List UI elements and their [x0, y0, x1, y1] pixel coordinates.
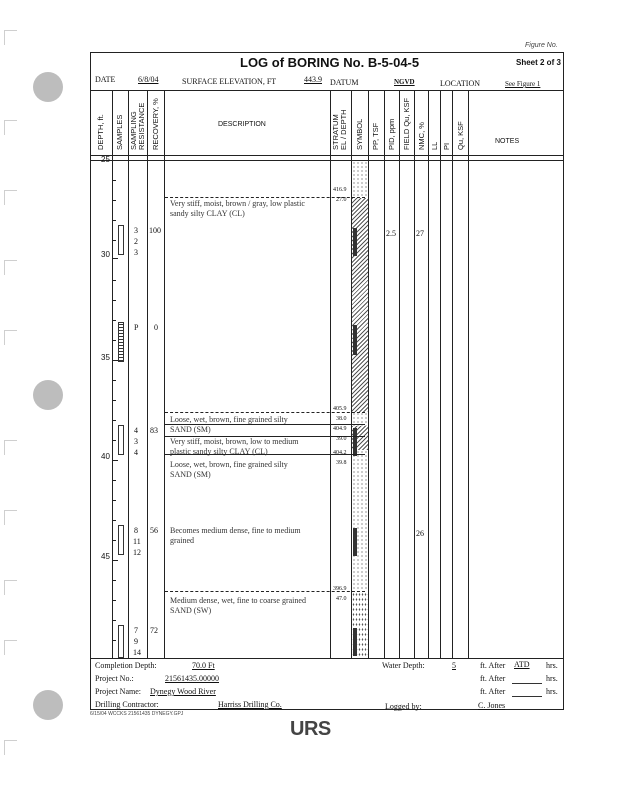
resistance-value: 3	[134, 226, 138, 235]
sample-marker	[118, 425, 124, 455]
hrs-label: hrs.	[546, 674, 558, 683]
stratum-description: Very stiff, moist, brown, low to medium plastic sandy silty CLAY (CL)	[170, 437, 299, 456]
stratum-depth: 39.8	[336, 460, 347, 466]
stratum-depth: 47.0	[336, 596, 347, 602]
stratum-depth: 39.0	[336, 436, 347, 442]
recovery-value: 100	[149, 226, 161, 235]
edge-mark	[4, 30, 17, 45]
resistance-value: 4	[134, 426, 138, 435]
recovery-value: 72	[150, 626, 158, 635]
after-label: ft. After	[480, 661, 506, 670]
stratum-elevation: 405.9	[333, 406, 347, 412]
recovery-value: 0	[154, 323, 158, 332]
column-header-ll: LL	[430, 141, 439, 150]
project-name-value: Dynegy Wood River	[150, 687, 216, 696]
sample-marker	[118, 525, 124, 555]
depth-label: 45	[101, 552, 110, 561]
edge-mark	[4, 580, 17, 595]
column-header-symbol: SYMBOL	[355, 118, 364, 150]
contractor-label: Drilling Contractor:	[95, 700, 159, 709]
sample-marker	[118, 625, 124, 658]
sheet-number: Sheet 2 of 3	[516, 58, 561, 67]
after-value: ATD	[514, 660, 530, 669]
nmc-value: 27	[416, 229, 424, 238]
column-header-sampling-resistance: SAMPLING RESISTANCE	[129, 102, 146, 150]
soil-symbol-sand	[352, 161, 368, 198]
binder-hole-top	[33, 72, 63, 102]
resistance-value: 9	[134, 637, 138, 646]
column-header-pi: PI	[442, 142, 451, 150]
elevation-label: SURFACE ELEVATION, FT	[182, 77, 277, 86]
after-label: ft. After	[480, 674, 506, 683]
edge-mark	[4, 740, 17, 755]
resistance-value: 3	[134, 437, 138, 446]
column-header-nmc: NMC, %	[417, 122, 426, 150]
column-header-pid: PID, ppm	[387, 118, 396, 150]
recovery-value: 56	[150, 526, 158, 535]
edge-mark	[4, 440, 17, 455]
stratum-depth: 27.0	[336, 197, 347, 203]
depth-label: 40	[101, 452, 110, 461]
stratum-elevation: 396.9	[333, 586, 347, 592]
location-value: See Figure 1	[505, 80, 541, 88]
logged-by-value: C. Jones	[478, 701, 506, 710]
water-depth-label: Water Depth:	[382, 661, 425, 670]
date-label: DATE	[95, 75, 116, 84]
edge-mark	[4, 510, 17, 525]
edge-mark	[4, 640, 17, 655]
stratum-description: Very stiff, moist, brown / gray, low plastic sandy silty CLAY (CL)	[170, 199, 305, 218]
figure-no-label: Figure No.	[525, 42, 558, 49]
project-no-label: Project No.:	[95, 674, 134, 683]
page-title: LOG of BORING No. B-5-04-5	[240, 55, 420, 70]
sample-marker	[118, 225, 124, 255]
resistance-value: 11	[133, 537, 141, 546]
column-header-notes: NOTES	[495, 138, 520, 145]
depth-label: 25	[101, 155, 110, 164]
column-header-depth: DEPTH, ft.	[96, 114, 105, 150]
boring-log-frame	[90, 52, 564, 710]
after-label: ft. After	[480, 687, 506, 696]
logged-by-label: Logged by:	[385, 702, 422, 711]
edge-mark	[4, 260, 17, 275]
location-label: LOCATION	[440, 79, 480, 88]
resistance-value: 2	[134, 237, 138, 246]
edge-mark	[4, 330, 17, 345]
edge-mark	[4, 120, 17, 135]
resistance-value: 14	[133, 648, 141, 657]
hrs-label: hrs.	[546, 661, 558, 670]
binder-hole-bottom	[33, 690, 63, 720]
resistance-value: 7	[134, 626, 138, 635]
edge-mark	[4, 190, 17, 205]
sample-bar	[353, 628, 357, 656]
project-name-label: Project Name:	[95, 687, 141, 696]
urs-logo: URS	[290, 718, 331, 740]
datum-label: DATUM	[330, 78, 359, 87]
stratum-description: Becomes medium dense, fine to medium grained	[170, 526, 301, 545]
resistance-value: P	[134, 323, 139, 332]
datum-value: NGVD	[394, 78, 415, 86]
water-depth-value: 5	[452, 661, 456, 670]
file-reference: 6/15/04 WCCKS 21561435 DYNEGY.GPJ	[90, 711, 184, 717]
soil-symbol-sand	[352, 450, 368, 590]
project-no-value: 21561435.00000	[165, 674, 219, 683]
sample-bar	[353, 325, 357, 355]
depth-label: 30	[101, 250, 110, 259]
completion-depth-value: 70.0 Ft	[192, 661, 215, 670]
column-header-samples: SAMPLES	[115, 114, 124, 150]
stratum-description: Medium dense, wet, fine to coarse grained SAND (SW)	[170, 596, 306, 615]
sample-bar	[353, 228, 357, 256]
date-value: 6/8/04	[138, 75, 159, 84]
elevation-value: 443.9	[304, 75, 322, 84]
nmc-value: 26	[416, 529, 424, 538]
column-header-pp: PP, TSF	[371, 122, 380, 150]
column-header-stratum: STRATUM EL / DEPTH	[331, 109, 348, 150]
column-header-description: DESCRIPTION	[218, 121, 266, 128]
depth-label: 35	[101, 353, 110, 362]
sample-bar	[353, 428, 357, 456]
contractor-value: Harriss Drilling Co.	[218, 700, 282, 709]
stratum-description: Loose, wet, brown, fine grained silty SAND (SM)	[170, 415, 288, 434]
stratum-depth: 38.0	[336, 416, 347, 422]
column-header-recovery: RECOVERY, %	[151, 98, 160, 150]
stratum-elevation: 416.9	[333, 187, 347, 193]
resistance-value: 12	[133, 548, 141, 557]
column-header-field-qu: FIELD Qu, KSF	[402, 97, 411, 150]
completion-depth-label: Completion Depth:	[95, 661, 157, 670]
hrs-label: hrs.	[546, 687, 558, 696]
stratum-elevation: 404.9	[333, 426, 347, 432]
sample-bar	[353, 528, 357, 556]
column-header-qu: Qu, KSF	[456, 121, 465, 150]
resistance-value: 8	[134, 526, 138, 535]
binder-hole-middle	[33, 380, 63, 410]
stratum-description: Loose, wet, brown, fine grained silty SAND (SM)	[170, 460, 288, 479]
stratum-elevation: 404.2	[333, 450, 347, 456]
resistance-value: 4	[134, 448, 138, 457]
resistance-value: 3	[134, 248, 138, 257]
sample-marker	[118, 322, 124, 362]
pp-value: 2.5	[386, 229, 396, 238]
recovery-value: 83	[150, 426, 158, 435]
